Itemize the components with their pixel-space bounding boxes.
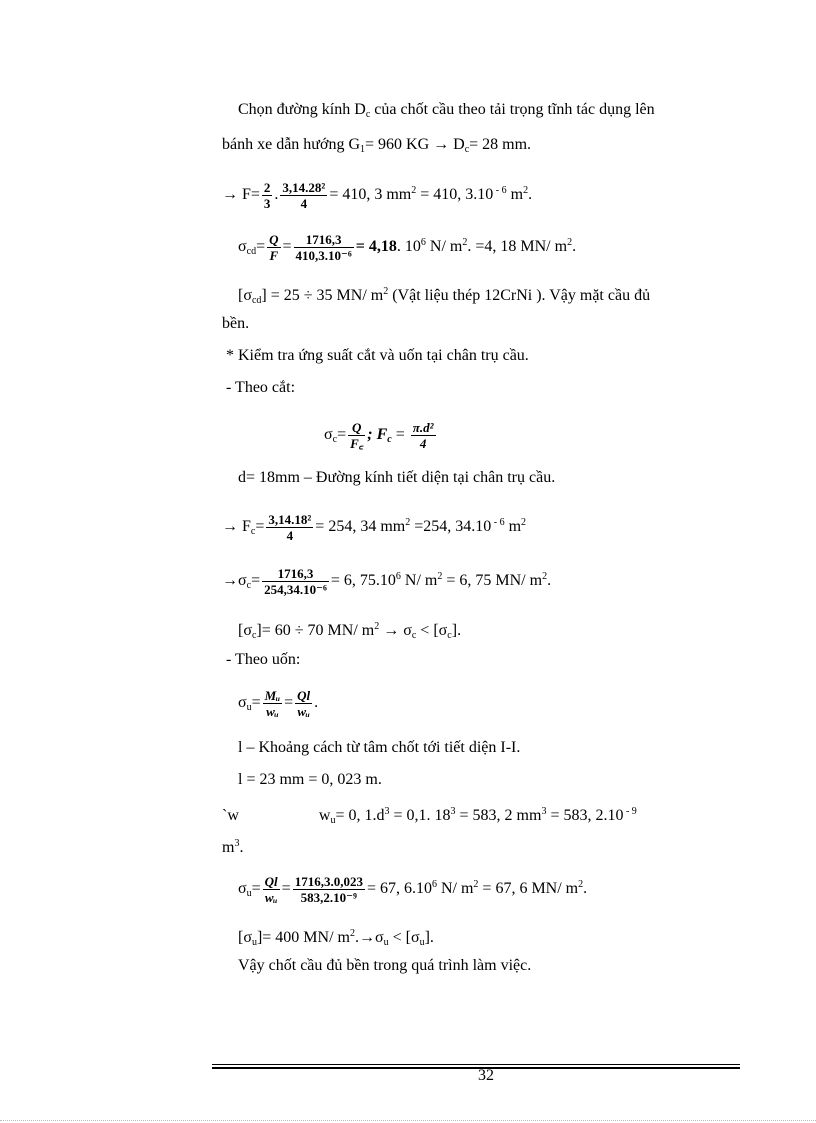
paragraph-bending-allowable: $[\sigma_u]= 400$ MN/ $m^2.\to\sigma_u < [\sigma_u]$. (238, 928, 434, 948)
formula-bending: $\sigma_u=$ $\frac{\text{Mᵤ}}{\text{wᵤ}}$ = $\frac{Ql}{\text{wᵤ}}$ . (238, 688, 319, 719)
paragraph-bending-heading: - Theo uốn: (226, 651, 301, 668)
formula-section-modulus-unit: $m^3$. (222, 838, 244, 856)
paragraph-line-2: bánh xe dẫn hướng $G_1= 960$ KG → $D_c= 28$ mm. (222, 136, 532, 155)
formula-section-modulus: `w $w_u= 0$, $1.d^3 = 0,1$. $18^3 = 583$, 2 $mm^3 = 583$, 2.10 $^{- 9}$ (222, 806, 637, 826)
paragraph-conclusion: Vậy chốt cầu đủ bền trong quá trình làm việc. (238, 957, 532, 974)
paragraph-check-heading: * Kiểm tra ứng suất cắt và uốn tại chân trụ cầu. (226, 347, 529, 364)
paragraph-diameter: d= 18mm – Đường kính tiết diện tại chân trụ cầu. (238, 469, 556, 486)
footer-rule-thin (212, 1064, 740, 1065)
formula-compressive-stress: $\sigma_{cd}=$ $\frac{Q}{F}$ = $\frac{1716,3}{\text{410,3.10⁻⁶}}$ = 4,18. $10^6$ N/ $m^2$. =4, 18 MN/ $m^2$. (238, 232, 577, 263)
paragraph-shear-heading: - Theo cắt: (226, 379, 296, 396)
paragraph-line-1: Chọn đường kính $D_c$ của chốt cầu theo tải trọng tĩnh tác dụng lên (238, 101, 655, 120)
formula-bending-result: $\sigma_u=$ $\frac{Ql}{\text{wᵤ}}$ = $\frac{1716,3.0,023}{\text{583,2.10⁻⁹}}$ = 67, 6.10$^6$ N/ $m^2 = 67$, 6 MN/ $m^2$. (238, 874, 588, 905)
page-number: 32 (478, 1067, 494, 1084)
paragraph-allowable-stress: $[\sigma_{cd}] = 25 \div 35$ MN/ $m^2$ (Vật liệu thép 12CrNi ). Vậy mặt cầu đủ (238, 286, 651, 306)
formula-area-section: → $F_c=$ $\frac{\text{3,14.18²}}{4}$ = 254, 34 $mm^2 =254$, 34.10 $^{- 6}$ $m^2$ (222, 512, 527, 543)
page-bottom-dotted-border (0, 1120, 816, 1121)
paragraph-shear-allowable: $[\sigma_c]= 60 \div 70$ MN/ $m^2 \to \sigma_c < [\sigma_c]$. (238, 621, 462, 641)
paragraph-distance: l – Khoảng cách từ tâm chốt tới tiết diện I-I. (238, 739, 521, 756)
paragraph-length-value: l = 23 mm = 0, 023 m. (238, 771, 382, 788)
formula-shear-result: $\to\sigma_c=$ $\frac{1716,3}{\text{254,34.10⁻⁶}}$ = 6, 75.10$^6$ N/ $m^2 = 6$, 75 MN/ $m^2$. (222, 566, 552, 597)
formula-area: → F= $\frac{2}{3}$ . $\frac{\text{3,14.28²}}{4}$ = 410, 3 $mm^2 = 410$, 3.10 $^{- 6}$ $m^2$. (222, 180, 533, 211)
paragraph-continuation: bền. (222, 315, 250, 332)
formula-shear: $\sigma_c=$ $\frac{Q}{F꜀}$ ; $F_c$ = $\frac{\text{π.d²}}{4}$ (324, 420, 434, 451)
